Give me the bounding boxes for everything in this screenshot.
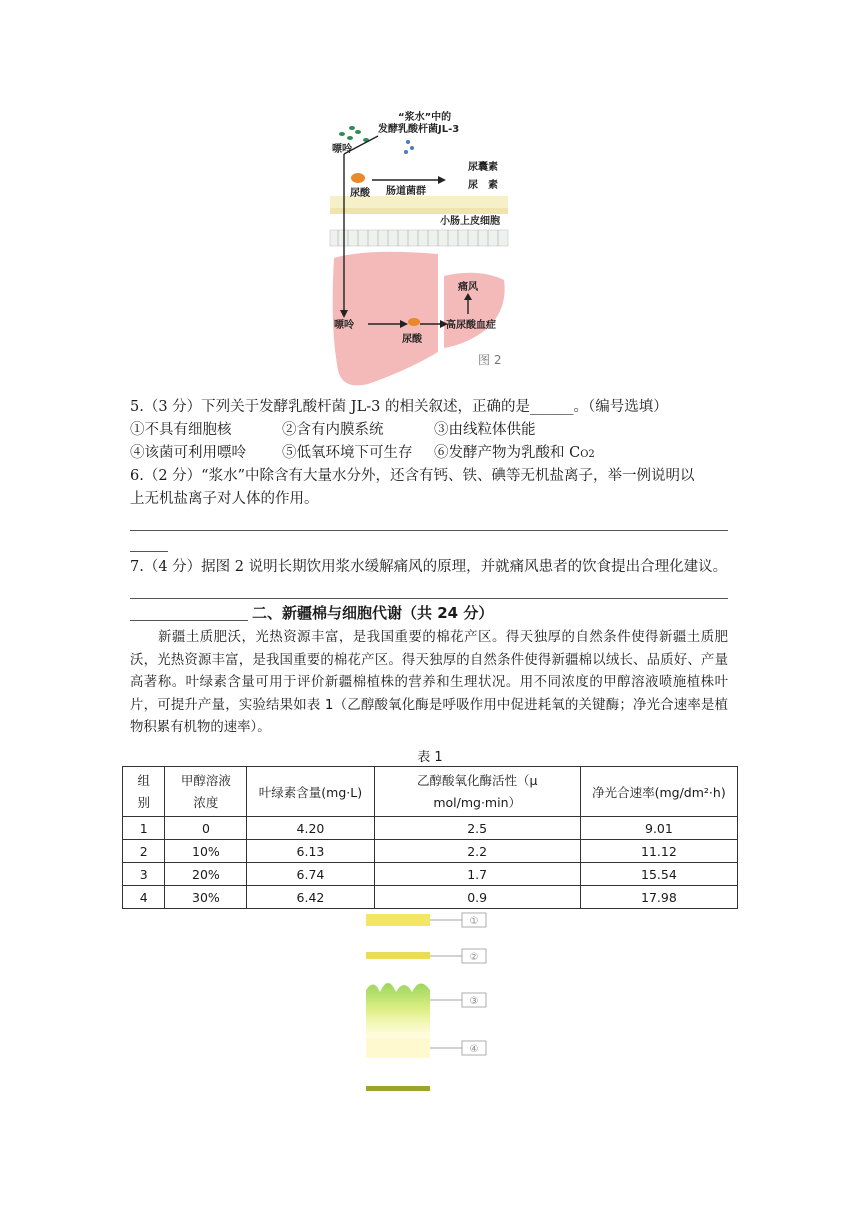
band-label-3: ③ (469, 996, 479, 1007)
figure-caption: 图 2 (478, 353, 502, 367)
table-header-group: 组 别 (123, 767, 165, 817)
figure-label-allantoin: 尿囊素 (468, 162, 498, 173)
question-6-answer-line[interactable] (130, 530, 728, 531)
question-5-option-2: ②含有内膜系统 (282, 422, 384, 438)
question-7-line-1: 7.（4 分）据图 2 说明长期饮用浆水缓解痛风的原理，并就痛风患者的饮食提出合理化建议。 (130, 559, 728, 575)
band-label-4: ④ (469, 1044, 479, 1055)
section-2-paragraph: 新疆土质肥沃，光热资源丰富，是我国重要的棉花产区。得天独厚的自然条件使得新疆土质肥沃，光热资源丰富，是我国重要的棉花产区。得天独厚的自然条件使得新疆棉以绒长、品质好、产量高著称。叶绿素含量可用于评价新疆棉植株的营养和生理状况。用不同浓度的甲醇溶液喷施植株叶片，可提升产量，实验结果如表 1（乙醇酸氧化酶是呼吸作用中促进耗氧的关键酶；净光合速率是植物积累有机物的速率）。 (130, 630, 728, 735)
uric-acid-icon (351, 173, 365, 183)
chromatography-strip (360, 908, 490, 1098)
pigment-band-1 (366, 914, 430, 926)
pigment-band-2 (366, 952, 430, 959)
table-header-chlorophyll: 叶绿素含量(mg·L) (247, 767, 374, 817)
figure-label-urea: 尿 素 (468, 180, 498, 191)
question-6-answer-line-2[interactable] (130, 551, 168, 552)
question-6-line-1: 6.（2 分）“浆水”中除含有大量水分外，还含有钙、铁、碘等无机盐离子，举一例说明以 (130, 468, 695, 484)
question-5-option-6-sub: O2 (580, 449, 595, 460)
epithelium-cells (330, 230, 508, 246)
figure-label-uric-acid-top: 尿酸 (350, 188, 370, 199)
question-5-option-6 (434, 442, 595, 466)
table-row: 4 30% 6.42 0.9 17.98 (123, 886, 738, 909)
question-5-option-5: ⑤低氧环境下可生存 (282, 445, 413, 461)
table-header-net-photosynthesis: 净光合速率(mg/dm²·h) (580, 767, 737, 817)
table-header-concentration: 甲醇溶液 浓度 (165, 767, 247, 817)
question-5-option-1: ①不具有细胞核 (130, 422, 232, 438)
band-label-2: ② (469, 952, 479, 963)
figure-label-purine-bottom: 嘌呤 (334, 320, 354, 331)
question-7-answer-line[interactable] (130, 598, 728, 599)
question-5-option-3: ③由线粒体供能 (434, 422, 536, 438)
band-label-1: ① (469, 916, 479, 927)
table-header-enzyme-activity: 乙醇酸氧化酶活性（μ mol/mg·min） (374, 767, 580, 817)
figure-label-epithelium: 小肠上皮细胞 (440, 216, 500, 227)
figure-label-bacteria: 发酵乳酸杆菌JL-3 (378, 124, 460, 135)
figure-label-gout: 痛风 (458, 282, 478, 293)
section-2-title: 二、新疆棉与细胞代谢（共 24 分） (252, 604, 494, 622)
question-5-stem: 5.（3 分）下列关于发酵乳酸杆菌 JL-3 的相关叙述，正确的是______。（编号选填） (130, 399, 668, 415)
question-6-line-2: 上无机盐离子对人体的作用。 (130, 491, 319, 507)
question-5-option-4: ④该菌可利用嘌呤 (130, 445, 246, 461)
table-row: 2 10% 6.13 2.2 11.12 (123, 840, 738, 863)
figure-label-jiangshui: “浆水”中的 (398, 112, 452, 123)
figure-2-diagram (328, 108, 510, 390)
figure-label-purine-top: 嘌呤 (332, 144, 352, 155)
section-2-leading-line (130, 620, 248, 621)
table-1-caption: 表 1 (417, 750, 443, 765)
question-5-option-6-text: ⑥发酵产物为乳酸和 C (434, 445, 581, 461)
table-row: 3 20% 6.74 1.7 15.54 (123, 863, 738, 886)
liver-left-lobe (333, 252, 438, 386)
figure-label-hyperuricemia: 高尿酸血症 (446, 320, 496, 331)
pigment-band-4 (366, 1038, 430, 1058)
table-1 (122, 766, 738, 909)
pigment-band-3 (366, 983, 430, 1038)
origin-line (366, 1086, 430, 1091)
table-header-row (123, 767, 738, 817)
figure-label-gut-flora: 肠道菌群 (386, 186, 426, 197)
table-row: 1 0 4.20 2.5 9.01 (123, 817, 738, 840)
figure-label-uric-acid-bottom: 尿酸 (402, 334, 422, 345)
